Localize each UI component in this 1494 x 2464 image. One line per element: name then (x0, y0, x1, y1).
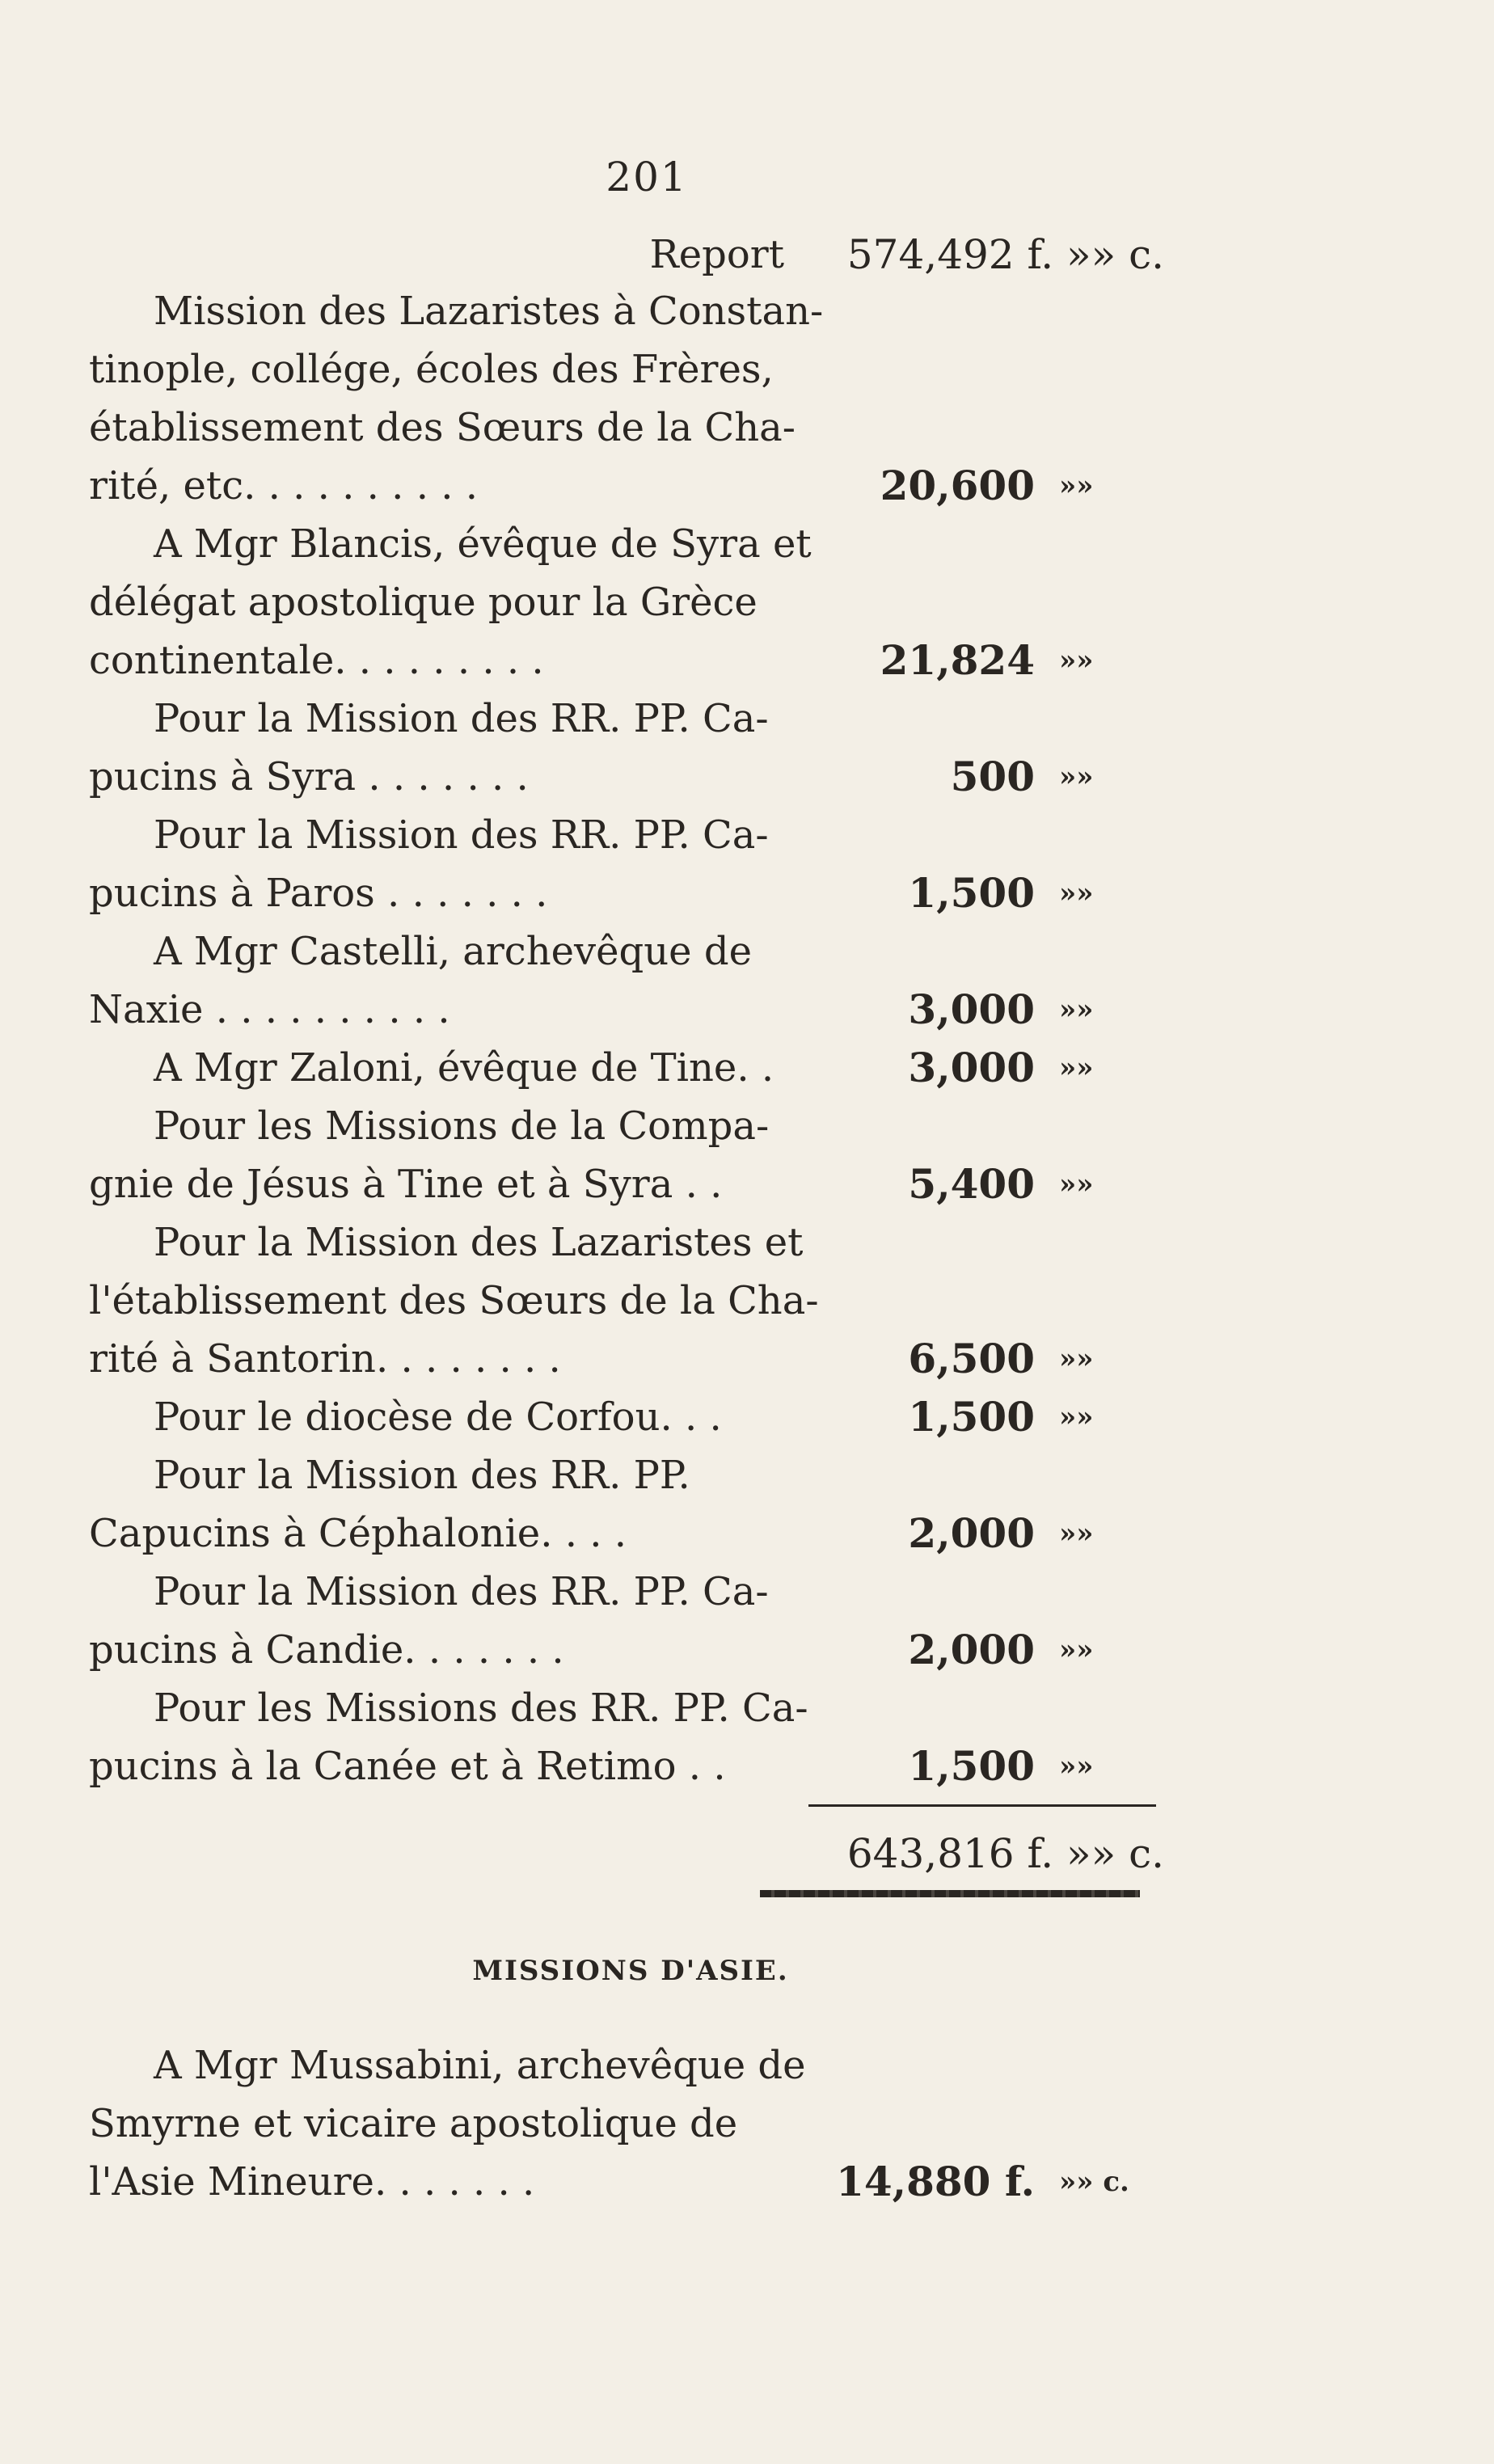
entry-line: pucins à Syra . . . . . . . (89, 754, 529, 800)
section-title: MISSIONS D'ASIE. (472, 1955, 789, 1987)
entry-amount: 2,000 (908, 1626, 1035, 1673)
report-label: Report (649, 232, 784, 277)
entry-cents: »» (1059, 1343, 1094, 1375)
entry-line: A Mgr Zaloni, évêque de Tine. . (154, 1045, 774, 1091)
total-rule (808, 1804, 1156, 1807)
entry-cents: »» (1059, 1750, 1094, 1783)
entry-cents: »» (1059, 1052, 1094, 1084)
entry-line: Naxie . . . . . . . . . . (89, 987, 450, 1032)
section-divider (760, 1890, 1140, 1897)
entry-line: rité à Santorin. . . . . . . . (89, 1336, 561, 1382)
entry-amount: 1,500 (908, 869, 1035, 917)
page-number: 201 (606, 154, 688, 200)
entry-cents: »» (1059, 994, 1094, 1026)
entry-line: Mission des Lazaristes à Constan- (154, 289, 824, 334)
report-amount: 574,492 f. »» c. (846, 231, 1164, 278)
entry-cents: »» (1059, 761, 1094, 793)
entry-line: A Mgr Mussabini, archevêque de (154, 2043, 806, 2088)
entry-line: A Mgr Blancis, évêque de Syra et (154, 521, 812, 567)
entry-amount: 3,000 (908, 1044, 1035, 1091)
entry-amount: 2,000 (908, 1509, 1035, 1557)
entry-line: l'Asie Mineure. . . . . . . (89, 2159, 535, 2205)
entry-amount: 6,500 (908, 1335, 1035, 1382)
entry-amount: 500 (950, 753, 1035, 800)
entry-line: Capucins à Céphalonie. . . . (89, 1511, 627, 1556)
entry-line: Pour la Mission des RR. PP. Ca- (154, 812, 769, 858)
entry-cents: »» (1059, 1168, 1094, 1200)
entry-line: Pour la Mission des RR. PP. Ca- (154, 696, 769, 741)
entry-cents: »» (1059, 1517, 1094, 1550)
entry-line: A Mgr Castelli, archevêque de (154, 929, 752, 974)
entry-line: pucins à la Canée et à Retimo . . (89, 1744, 726, 1789)
entry-line: continentale. . . . . . . . . (89, 638, 544, 683)
entry-amount: 20,600 (880, 462, 1035, 509)
entry-cents: »» (1059, 877, 1094, 909)
entry-line: tinople, collége, écoles des Frères, (89, 347, 774, 392)
entry-line: pucins à Paros . . . . . . . (89, 871, 548, 916)
entry-line: établissement des Sœurs de la Cha- (89, 405, 796, 450)
entry-cents: »» (1059, 470, 1094, 502)
grand-total: 643,816 f. »» c. (846, 1830, 1164, 1877)
entry-line: Pour le diocèse de Corfou. . . (154, 1394, 722, 1440)
entry-line: gnie de Jésus à Tine et à Syra . . (89, 1162, 723, 1207)
entry-cents: »» (1059, 644, 1094, 677)
entry-line: Pour la Mission des RR. PP. Ca- (154, 1569, 769, 1614)
entry-amount: 21,824 (880, 636, 1035, 684)
entry-amount: 1,500 (908, 1393, 1035, 1441)
entry-line: Pour la Mission des RR. PP. (154, 1453, 690, 1498)
entry-amount: 14,880 f. (836, 2158, 1035, 2205)
entry-line: Smyrne et vicaire apostolique de (89, 2101, 738, 2146)
entry-amount: 3,000 (908, 985, 1035, 1033)
entry-line: Pour les Missions des RR. PP. Ca- (154, 1686, 808, 1731)
entry-cents: »» c. (1059, 2166, 1129, 2198)
entry-amount: 1,500 (908, 1742, 1035, 1790)
entry-line: pucins à Candie. . . . . . . (89, 1627, 564, 1673)
entry-line: rité, etc. . . . . . . . . . (89, 463, 478, 508)
entry-amount: 5,400 (908, 1160, 1035, 1208)
entry-cents: »» (1059, 1634, 1094, 1666)
entry-line: Pour la Mission des Lazaristes et (154, 1220, 804, 1265)
entry-line: délégat apostolique pour la Grèce (89, 580, 758, 625)
entry-line: l'établissement des Sœurs de la Cha- (89, 1278, 819, 1323)
entry-line: Pour les Missions de la Compa- (154, 1103, 770, 1149)
entry-cents: »» (1059, 1401, 1094, 1433)
